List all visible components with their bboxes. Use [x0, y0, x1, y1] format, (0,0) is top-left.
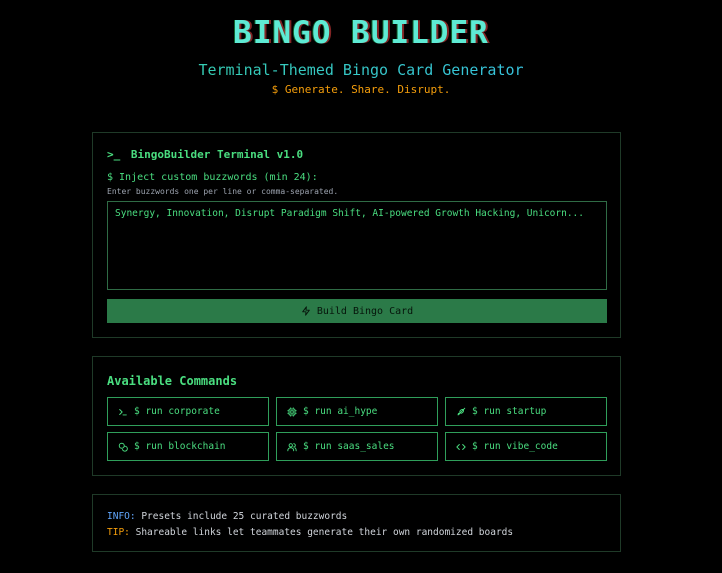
info-label: INFO:: [107, 511, 136, 522]
app-tagline: $ Generate. Share. Disrupt.: [271, 83, 451, 96]
command-label: $ run corporate: [134, 406, 220, 417]
command-label: $ run blockchain: [134, 441, 226, 452]
command-label: $ run vibe_code: [472, 441, 558, 452]
commands-grid: [107, 397, 607, 461]
terminal-prompt-icon: >_: [107, 148, 121, 161]
code-icon: [456, 442, 466, 452]
build-button-label: Build Bingo Card: [316, 305, 414, 317]
commands-panel: [92, 356, 621, 476]
coins-icon: [118, 442, 128, 452]
rocket-icon: [456, 407, 466, 417]
app-subtitle: Terminal-Themed Bingo Card Generator: [0, 61, 722, 79]
run-corporate-button[interactable]: [107, 397, 269, 426]
zap-icon: [301, 306, 311, 316]
page-header: [0, 0, 722, 97]
tip-line: [107, 527, 513, 538]
buzzwords-hint: Enter buzzwords one per line or comma-separated.: [107, 187, 339, 196]
info-line: [107, 511, 347, 522]
users-icon: [287, 442, 297, 452]
info-text: Presets include 25 curated buzzwords: [135, 511, 348, 522]
commands-title: Available Commands: [107, 374, 238, 388]
run-ai-hype-button[interactable]: [276, 397, 438, 426]
command-label: $ run ai_hype: [303, 406, 378, 417]
terminal-icon: [118, 407, 128, 417]
run-startup-button[interactable]: [445, 397, 607, 426]
run-blockchain-button[interactable]: [107, 432, 269, 461]
cpu-icon: [287, 407, 297, 417]
app-title: BINGO BUILDER: [233, 15, 489, 51]
info-panel: [92, 494, 621, 552]
command-label: $ run startup: [472, 406, 547, 417]
terminal-title-text: BingoBuilder Terminal v1.0: [130, 148, 304, 161]
build-bingo-card-button[interactable]: [107, 299, 607, 323]
terminal-panel: [92, 132, 621, 338]
run-saas-sales-button[interactable]: [276, 432, 438, 461]
command-label: $ run saas_sales: [303, 441, 395, 452]
tip-label: TIP:: [107, 527, 130, 538]
buzzwords-textarea[interactable]: [107, 201, 607, 290]
run-vibe-code-button[interactable]: [445, 432, 607, 461]
tip-text: Shareable links let teammates generate their own randomized boards: [129, 527, 514, 538]
terminal-title: [107, 148, 303, 161]
inject-buzzwords-label: $ Inject custom buzzwords (min 24):: [107, 172, 318, 183]
